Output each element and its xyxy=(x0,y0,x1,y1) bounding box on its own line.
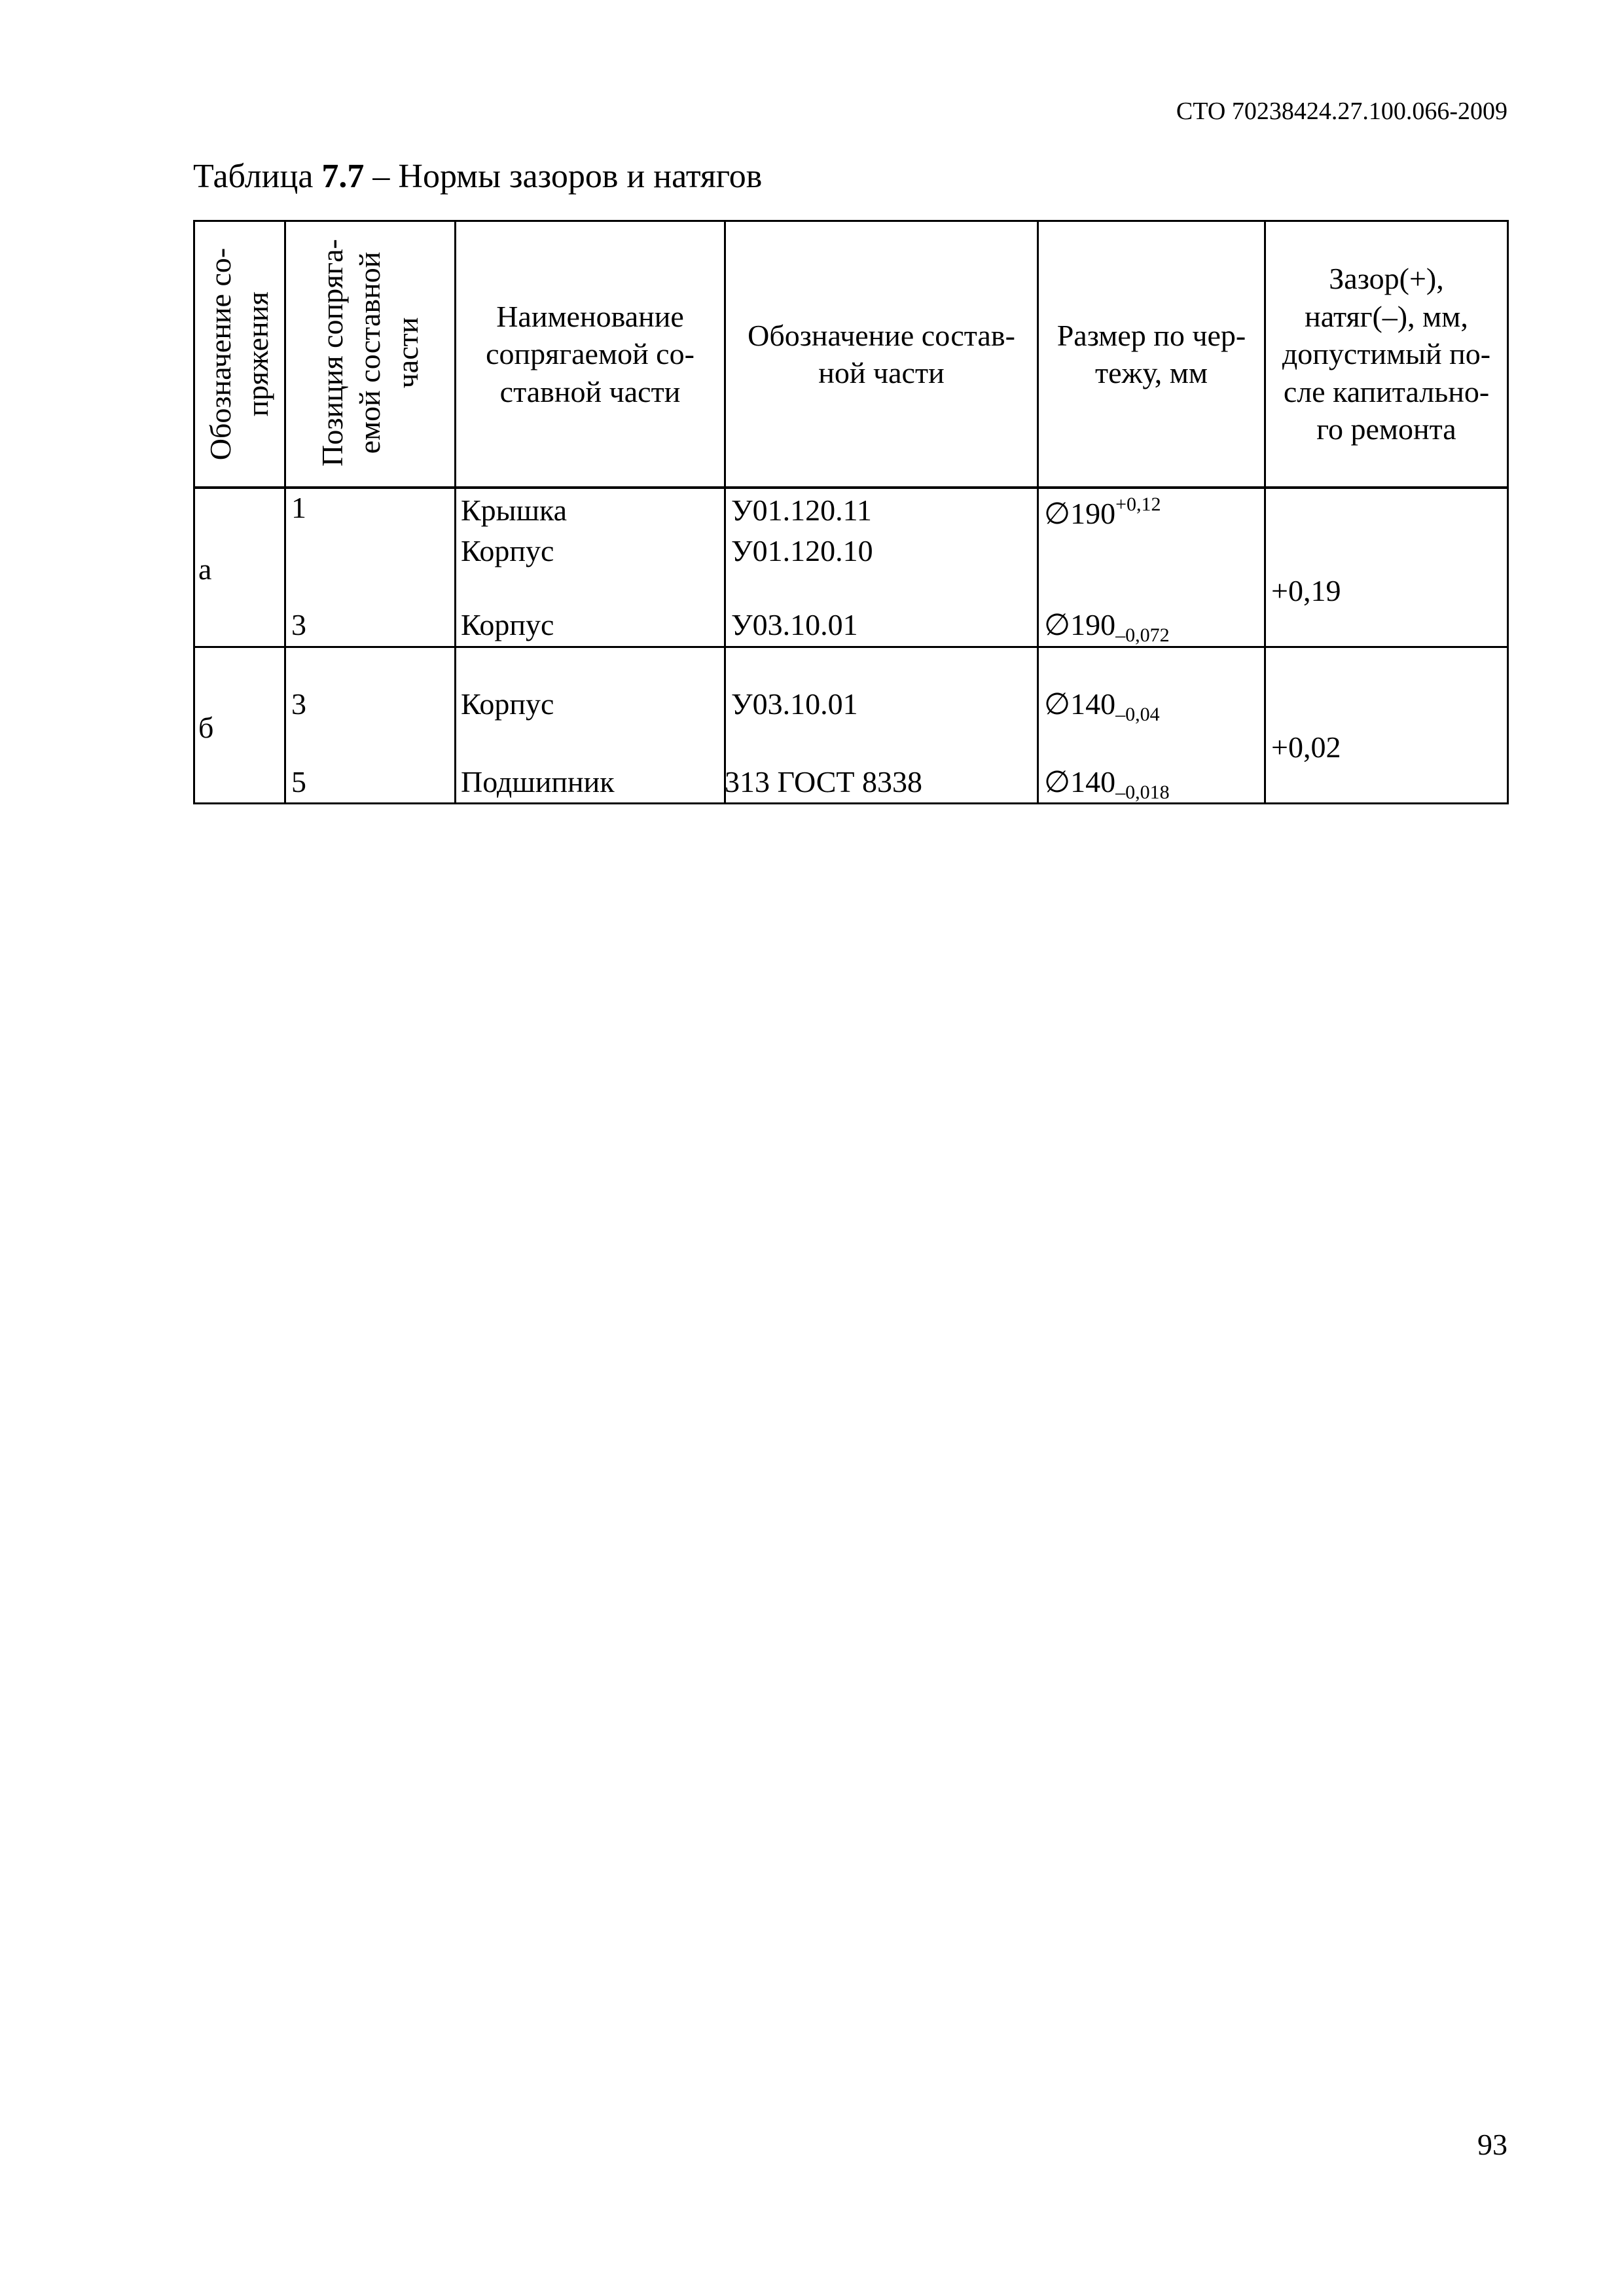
row-position: 3 xyxy=(291,608,306,641)
row-part-name: Подшипник xyxy=(461,765,615,798)
row-part-code: У03.10.01 xyxy=(731,687,858,721)
row-part-code: 313 ГОСТ 8338 xyxy=(725,765,923,798)
row-position: 5 xyxy=(291,765,306,798)
clearance-table xyxy=(193,220,1509,804)
group-clearance-value: +0,02 xyxy=(1271,730,1341,764)
table-caption xyxy=(193,157,762,196)
col-border-6 xyxy=(1507,220,1509,804)
header-part-position: Позиция сопряга- емой составной части xyxy=(315,239,424,467)
row-part-name: Корпус xyxy=(461,608,554,641)
row-part-name: Корпус xyxy=(461,687,554,721)
header-mating-designation: Обозначение со- пряжения xyxy=(203,247,274,461)
header-part-code: Обозначение состав- ной части xyxy=(748,318,1015,389)
row-part-code: У03.10.01 xyxy=(731,608,858,641)
header-separator xyxy=(193,486,1509,489)
header-part-name: Наименование сопрягаемой со- ставной части xyxy=(486,299,695,408)
row-size: $\emptyset 190_{-0,072}$ xyxy=(1044,608,1170,646)
group-label: б xyxy=(198,711,214,744)
row-size: $\emptyset 140_{-0,04}$ xyxy=(1044,687,1160,725)
row-part-name: Крышка xyxy=(461,493,568,527)
row-part-name: Корпус xyxy=(461,534,554,567)
row-position: 1 xyxy=(291,491,306,524)
row-size: $\emptyset 190^{+0,12}$ xyxy=(1044,493,1161,530)
caption-title: – Нормы зазоров и натягов xyxy=(364,158,763,195)
group-clearance-value: +0,19 xyxy=(1271,574,1341,607)
header-clearance: Зазор(+), натяг(–), мм, допустимый по- сле капитально- го ремонта xyxy=(1282,262,1491,446)
caption-number: 7.7 xyxy=(321,158,365,195)
row-part-code: У01.120.10 xyxy=(731,534,873,567)
group-separator xyxy=(193,646,1509,648)
header-drawing-size: Размер по чер- тежу, мм xyxy=(1056,318,1246,389)
caption-prefix: Таблица xyxy=(193,158,322,195)
row-size: $\emptyset 140_{-0,018}$ xyxy=(1044,765,1170,803)
table-border-bottom xyxy=(193,802,1509,804)
group-label: а xyxy=(198,552,212,586)
document-code: СТО 70238424.27.100.066-2009 xyxy=(1176,98,1507,125)
page-number: 93 xyxy=(1477,2128,1507,2161)
row-position: 3 xyxy=(291,687,306,721)
row-part-code: У01.120.11 xyxy=(731,493,872,527)
